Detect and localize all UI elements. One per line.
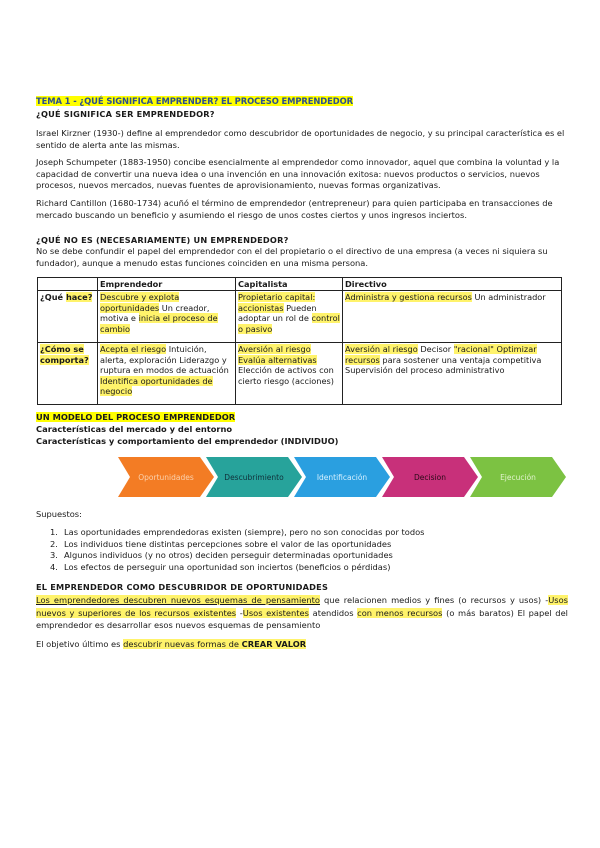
assumptions-title: Supuestos: bbox=[36, 509, 82, 519]
page-title: TEMA 1 - ¿QUÉ SIGNIFICA EMPRENDER? EL PROCESO EMPRENDEDOR bbox=[36, 96, 353, 106]
model-line-individual: Características y comportamiento del emprendedor (INDIVIDUO) bbox=[36, 436, 339, 446]
paragraph-not-entrepreneur: No se debe confundir el papel del emprendedor con el del propietario o el directivo de una empresa (a veces ni siquiera su fundador), aunque a menudo estas funciones coinciden en una misma persona. bbox=[36, 246, 548, 268]
paragraph-schumpeter: Joseph Schumpeter (1883-1950) concibe esencialmente al emprendedor como innovador, aquel que combina la voluntad y la capacidad de convertir una nueva idea o una invención en una innovación exitosa: nuevos productos o servicios, nuevos procesos, nuevos mercados, nuevas fuentes de aprovisionamiento, nuevas formas organizativas. bbox=[36, 157, 560, 190]
table-header-row bbox=[38, 278, 562, 291]
paragraph-kirzner: Israel Kirzner (1930-) define al emprendedor como descubridor de oportunidades de negocio, y su principal característica es el sentido de alerta ante las mismas. bbox=[36, 128, 565, 150]
flow-step-decision: Decision bbox=[382, 457, 478, 497]
table-cell-director: Administra y gestiona recursos Un administrador bbox=[343, 291, 562, 343]
list-item: 1. Las oportunidades emprendedoras existen (siempre), pero no son conocidas por todos bbox=[50, 527, 425, 537]
table-header-cell: Emprendedor bbox=[98, 278, 236, 291]
flow-step-discovery: Descubrimiento bbox=[206, 457, 302, 497]
table-row bbox=[38, 291, 562, 343]
table-cell-entrepreneur: Descubre y explota oportunidades Un creador, motiva e inicia el proceso de cambio bbox=[98, 291, 236, 343]
process-flow bbox=[118, 457, 578, 497]
table-cell-capitalist: Propietario capital: accionistas Pueden adoptar un rol de control o pasivo bbox=[236, 291, 343, 343]
table-row-label: ¿Qué hace? bbox=[38, 291, 98, 343]
list-item: 3. Algunos individuos (y no otros) deciden perseguir determinadas oportunidades bbox=[50, 550, 393, 560]
section-heading-meaning: ¿QUÉ SIGNIFICA SER EMPRENDEDOR? bbox=[36, 109, 215, 119]
model-title-line bbox=[36, 412, 568, 424]
list-item: 2. Los individuos tiene distintas percepciones sobre el valor de las oportunidades bbox=[50, 538, 392, 549]
table-cell-capitalist: Aversión al riesgo Evalúa alternativas Elección de activos con cierto riesgo (acciones) bbox=[236, 343, 343, 405]
section-heading-not: ¿QUÉ NO ES (NECESARIAMENTE) UN EMPRENDEDOR? bbox=[36, 235, 289, 245]
table-row bbox=[38, 343, 562, 405]
paragraph-cantillon: Richard Cantillon (1680-1734) acuñó el término de emprendedor (entrepreneur) para quien participaba en transacciones de mercado buscando un beneficio y asumiendo el riesgo de unos costes ciertos y unos ingresos inciertos. bbox=[36, 198, 553, 220]
table-header-cell: Directivo bbox=[343, 278, 562, 291]
paragraph-discoverer: Los emprendedores descubren nuevos esquemas de pensamiento que relacionen medios y fines (o recursos y usos) -Usos nuevos y superiores de los recursos existentes -Usos existentes atendidos con menos recursos (o más baratos) El papel del emprendedor es desarrollar esos nuevos esquemas de pensamiento bbox=[36, 595, 568, 630]
comparison-table bbox=[37, 277, 562, 405]
flow-step-opportunities: Oportunidades bbox=[118, 457, 214, 497]
table-header-cell bbox=[38, 278, 98, 291]
table-cell-director: Aversión al riesgo Decisor "racional" Optimizar recursos para sostener una ventaja competitiva Supervisión del proceso administrativo bbox=[343, 343, 562, 405]
table-header-cell: Capitalista bbox=[236, 278, 343, 291]
flow-step-execution: Ejecución bbox=[470, 457, 566, 497]
model-title: UN MODELO DEL PROCESO EMPRENDEDOR bbox=[36, 412, 236, 422]
list-item: 4. Los efectos de perseguir una oportunidad son inciertos (beneficios o pérdidas) bbox=[50, 561, 391, 572]
model-line-market: Características del mercado y del entorno bbox=[36, 424, 233, 434]
table-cell-entrepreneur: Acepta el riesgo Intuición, alerta, exploración Liderazgo y ruptura en modos de actuación Identifica oportunidades de negocio bbox=[98, 343, 236, 405]
section-heading-discoverer: EL EMPRENDEDOR COMO DESCUBRIDOR DE OPORTUNIDADES bbox=[36, 582, 329, 592]
flow-step-identification: Identificación bbox=[294, 457, 390, 497]
assumptions-list bbox=[36, 527, 568, 573]
table-row-label: ¿Cómo se comporta? bbox=[38, 343, 98, 405]
paragraph-goal: El objetivo último es descubrir nuevas formas de CREAR VALOR bbox=[36, 639, 307, 649]
page-title-line bbox=[36, 96, 568, 108]
